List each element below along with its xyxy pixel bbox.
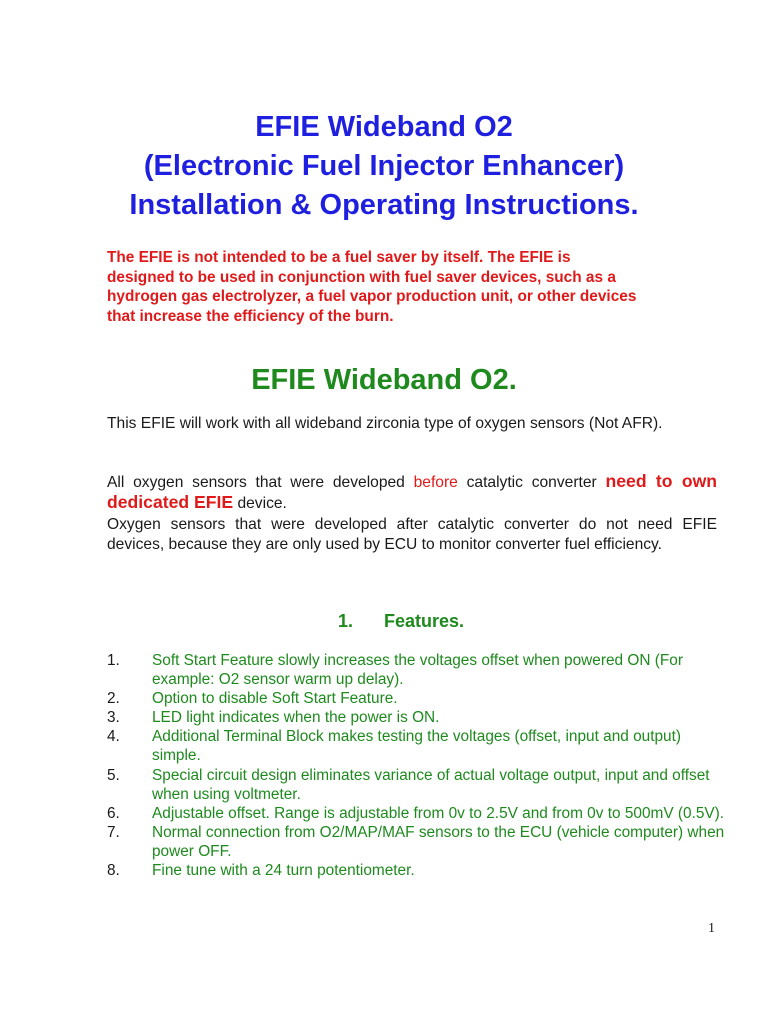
list-item-number: 4. [107, 728, 120, 746]
list-item-number: 2. [107, 690, 120, 708]
warning-line: The EFIE is not intended to be a fuel saver by itself. The EFIE is [107, 249, 571, 266]
list-item-text: Additional Terminal Block makes testing the voltages (offset, input and output) simple. [152, 728, 681, 765]
title-line-2: (Electronic Fuel Injector Enhancer) [143, 150, 625, 182]
list-item-text: Adjustable offset. Range is adjustable from 0v to 2.5V and from 0v to 500mV (0.5V). [152, 804, 725, 822]
section-title: EFIE Wideband O2. [251, 364, 517, 396]
features-heading-number: 1. [338, 611, 354, 631]
list-item [107, 727, 727, 765]
sensors-text-1: All oxygen sensors that were developed [107, 474, 414, 491]
document-title [0, 108, 768, 225]
warning-line: hydrogen gas electrolyzer, a fuel vapor production unit, or other devices [107, 288, 637, 305]
sensors-text-2: catalytic converter [457, 474, 606, 491]
list-item-text: Normal connection from O2/MAP/MAF sensors to the ECU (vehicle computer) when power OFF. [152, 823, 725, 860]
list-item [107, 823, 727, 861]
list-item [107, 689, 727, 708]
features-list [107, 651, 727, 880]
list-item [107, 708, 727, 727]
list-item-text: Option to disable Soft Start Feature. [152, 690, 398, 708]
before-word: before [413, 474, 458, 491]
intro-paragraph: This EFIE will work with all wideband zirconia type of oxygen sensors (Not AFR). [107, 415, 663, 432]
warning-line: designed to be used in conjunction with fuel saver devices, such as a [107, 268, 616, 286]
list-item-text: Soft Start Feature slowly increases the voltages offset when powered ON (For example: O2 sensor warm up delay). [152, 652, 683, 689]
list-item [107, 804, 727, 823]
features-heading-text: Features. [384, 611, 465, 631]
list-item-number: 7. [107, 823, 120, 841]
list-item-number: 5. [107, 766, 120, 784]
sensors-text-3: device. [233, 494, 287, 512]
list-item-number: 8. [107, 862, 120, 880]
list-item-number: 1. [107, 652, 120, 669]
after-converter-paragraph: Oxygen sensors that were developed after catalytic converter do not need EFIE devices, because they are only used by ECU to monitor converter fuel efficiency. [107, 516, 717, 553]
title-line-1: EFIE Wideband O2 [255, 111, 513, 143]
emphasis-text: need to own dedicated EFIE [107, 471, 717, 512]
list-item-number: 6. [107, 804, 120, 822]
list-item-text: LED light indicates when the power is ON. [152, 709, 440, 727]
page-number: 1 [708, 921, 715, 936]
list-item [107, 766, 727, 804]
title-line-3: Installation & Operating Instructions. [129, 189, 639, 221]
list-item-text: Special circuit design eliminates variance of actual voltage output, input and offset when using voltmeter. [152, 766, 710, 803]
list-item [107, 651, 727, 689]
list-item [107, 861, 727, 880]
list-item-number: 3. [107, 709, 120, 727]
warning-notice [107, 248, 737, 326]
list-item-text: Fine tune with a 24 turn potentiometer. [152, 862, 415, 880]
warning-line: that increase the efficiency of the burn. [107, 307, 394, 325]
sensors-paragraph [107, 472, 717, 514]
